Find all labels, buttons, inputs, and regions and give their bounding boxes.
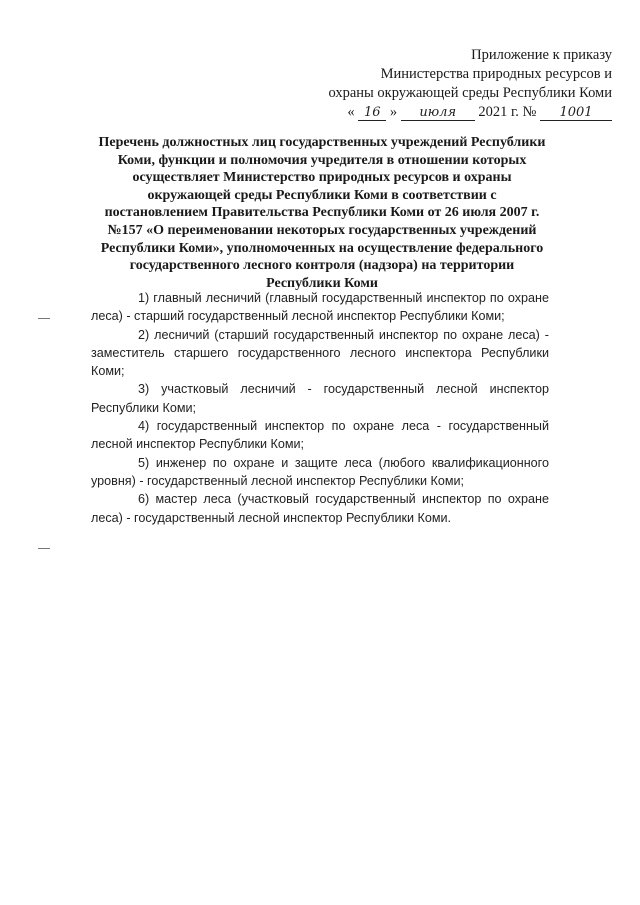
- handwritten-order-number: 1001: [540, 105, 612, 121]
- approval-date-line: [252, 103, 612, 122]
- list-item: 1) главный лесничий (главный государственный инспектор по охране леса) - старший государственный лесной инспектор Республики Коми;: [91, 291, 549, 324]
- list-item: 3) участковый лесничий - государственный лесной инспектор Республики Коми;: [91, 382, 549, 415]
- list-item: 2) лесничий (старший государственный инспектор по охране леса) - заместитель старшего государственного лесного инспектора Республики Коми;: [91, 327, 549, 379]
- handwritten-month: июля: [401, 105, 475, 121]
- positions-list: [91, 289, 549, 527]
- handwritten-day: 16: [358, 105, 386, 121]
- approval-line-1: Приложение к приказу: [471, 47, 612, 63]
- list-item: 5) инженер по охране и защите леса (любого квалификационного уровня) - государственный лесной инспектор Республики Коми;: [91, 455, 549, 488]
- approval-line-3: охраны окружающей среды Республики Коми: [328, 85, 612, 101]
- quote-open: «: [347, 104, 355, 120]
- quote-close: »: [389, 104, 398, 120]
- margin-mark: [38, 548, 50, 549]
- list-item: 4) государственный инспектор по охране леса - государственный лесной инспектор Республики Коми;: [91, 419, 549, 452]
- list-item: 6) мастер леса (участковый государственный инспектор по охране леса) - государственный лесной инспектор Республики Коми.: [91, 492, 549, 525]
- document-title: Перечень должностных лиц государственных учреждений Республики Коми, функции и полномочия учредителя в отношении которых осуществляет Министерство природных ресурсов и охраны окружающей среды Республики Коми в соответствии с постановлением Правительства Республики Коми от 26 июля 2007 г. №157 «О переименовании некоторых государственных учреждений Республики Коми», уполномоченных на осуществление федерального государственного лесного контроля (надзора) на территории Республики Коми: [98, 135, 546, 291]
- year-text: 2021 г. №: [478, 104, 537, 120]
- margin-mark: [38, 318, 50, 319]
- approval-line-2: Министерства природных ресурсов и: [380, 66, 612, 82]
- approval-block: [252, 46, 612, 122]
